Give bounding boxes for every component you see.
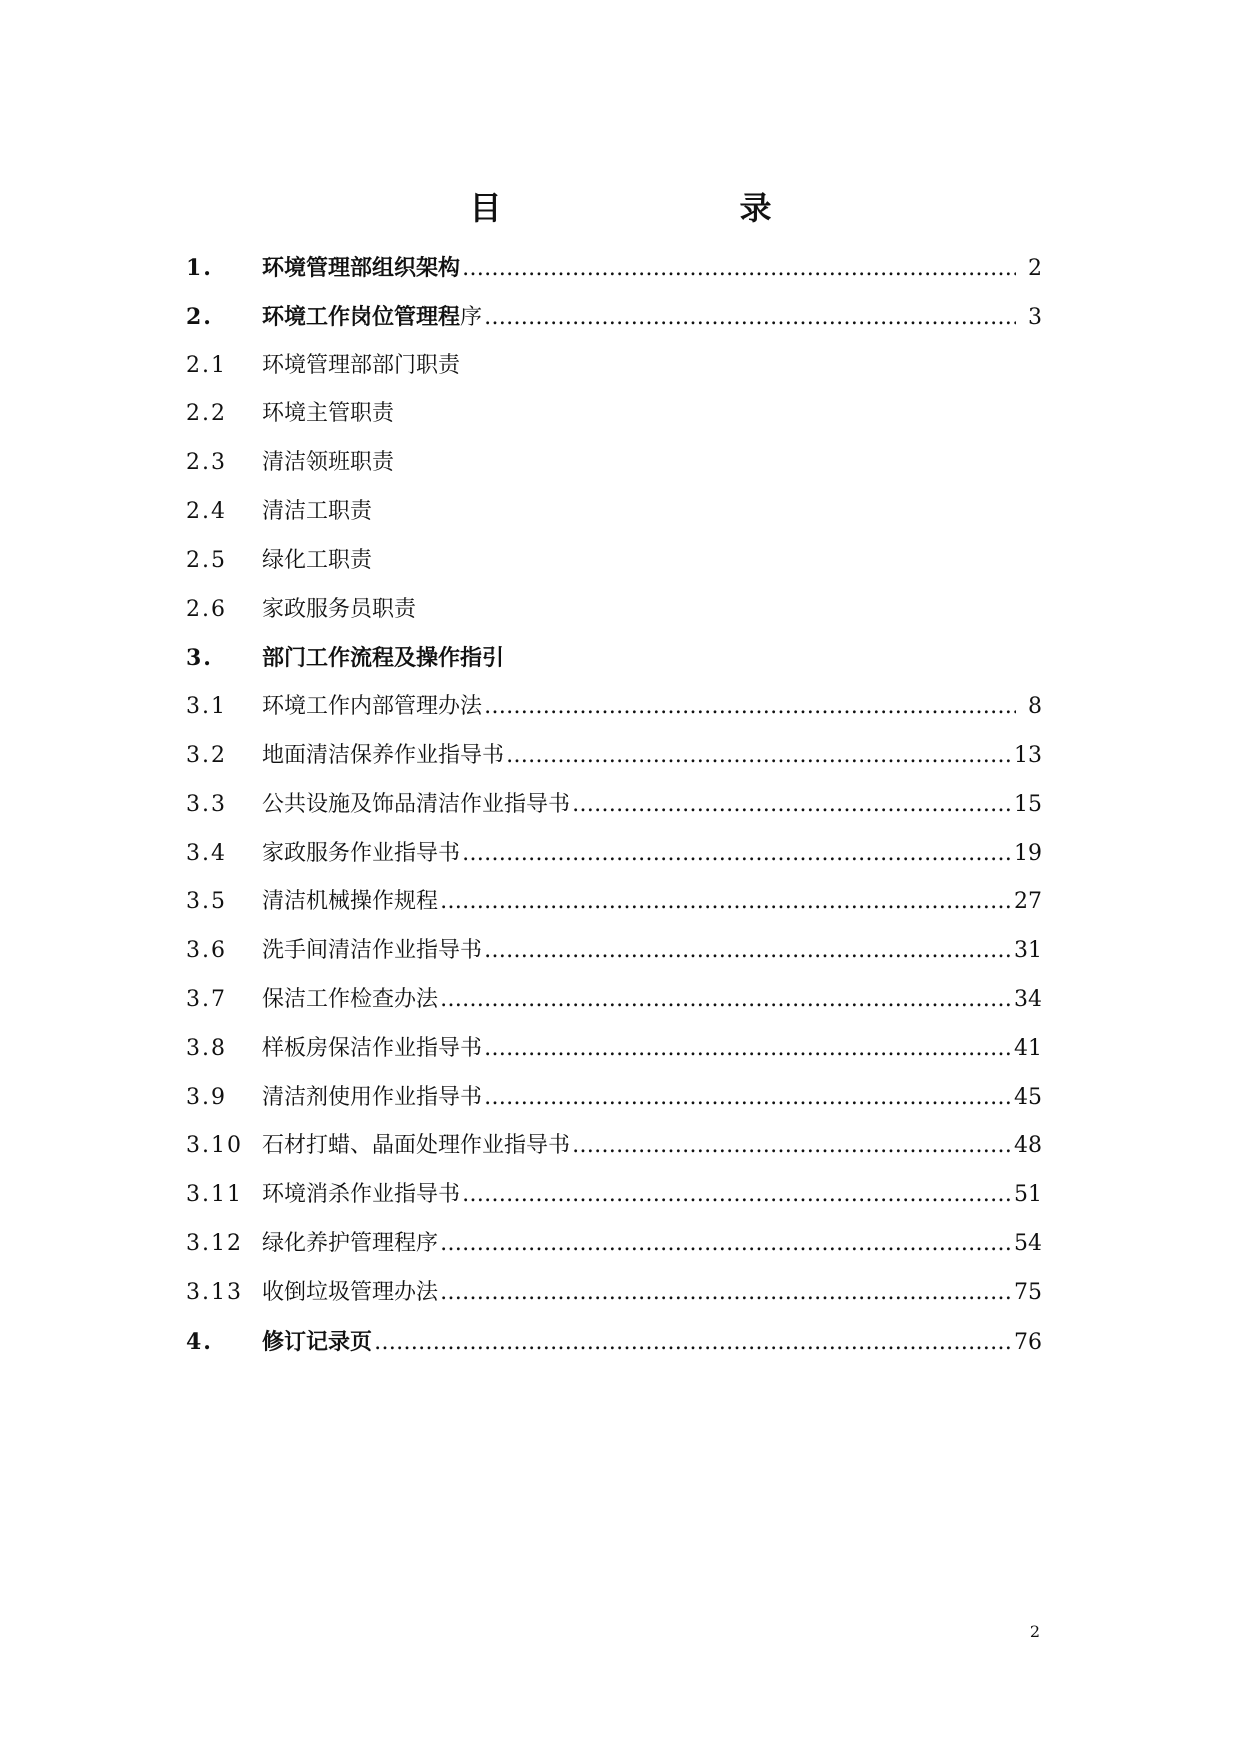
toc-entry-title: 石材打蜡、晶面处理作业指导书: [262, 1133, 571, 1159]
toc-leader-dots: [440, 1275, 1012, 1311]
toc-entry-page-number: 34: [1014, 986, 1042, 1012]
toc-entry-number: 2.4: [186, 498, 227, 524]
toc-entry[interactable]: [186, 396, 1042, 445]
page-number: 2: [1029, 1622, 1041, 1641]
toc-entry-title-tail: 序: [460, 304, 483, 330]
toc-entry-page-number: 15: [1014, 791, 1042, 817]
toc-entry-title: 环境管理部部门职责: [262, 352, 461, 378]
toc-entry-body: [262, 738, 1042, 774]
toc-entry-body: [262, 396, 1042, 432]
toc-entry-number: 2.: [186, 303, 213, 330]
toc-leader-dots: [440, 884, 1012, 920]
toc-entry-body: [262, 982, 1042, 1018]
toc-entry[interactable]: [186, 933, 1042, 982]
toc-entry-number: 2.5: [186, 547, 227, 573]
toc-entry[interactable]: [186, 1177, 1042, 1226]
toc-entry-body: [262, 1128, 1042, 1164]
toc-entry-body: [262, 884, 1042, 920]
toc-leader-dots: [484, 1080, 1012, 1116]
toc-entry-number: 3.6: [186, 938, 227, 964]
toc-entry[interactable]: [186, 592, 1042, 641]
toc-entry-page-number: 76: [1014, 1329, 1042, 1355]
toc-entry-title: 环境工作内部管理办法: [262, 694, 483, 720]
toc-entry[interactable]: [186, 1226, 1042, 1275]
toc-entry[interactable]: [186, 1324, 1042, 1373]
toc-entry[interactable]: [186, 1128, 1042, 1177]
toc-leader-dots: [506, 738, 1012, 774]
toc-entry-number: 3.: [186, 645, 213, 672]
toc-leader-dots: [572, 787, 1012, 823]
toc-entry-page-number: 48: [1014, 1133, 1042, 1159]
toc-entry-title: 地面清洁保养作业指导书: [262, 742, 505, 768]
toc-entry-body: [262, 494, 1042, 530]
toc-entry-number: 1.: [186, 255, 213, 281]
table-of-contents: [186, 250, 1042, 1372]
toc-entry-body: [262, 592, 1042, 628]
toc-leader-dots: [440, 982, 1012, 1018]
toc-entry-number: 3.13: [186, 1279, 243, 1305]
toc-entry-title: 绿化工职责: [262, 547, 373, 573]
toc-entry-title: 修订记录页: [262, 1328, 373, 1355]
toc-entry[interactable]: [186, 543, 1042, 592]
page-title: 目 录: [469, 189, 830, 227]
toc-entry-page-number: 27: [1014, 889, 1042, 915]
toc-entry[interactable]: [186, 884, 1042, 933]
toc-entry-title: 绿化养护管理程序: [262, 1230, 439, 1256]
toc-entry-title: 样板房保洁作业指导书: [262, 1035, 483, 1061]
toc-entry-body: [262, 445, 1042, 481]
toc-entry[interactable]: [186, 299, 1042, 348]
toc-leader-dots: [440, 1226, 1012, 1262]
toc-entry-title: 清洁工职责: [262, 498, 373, 524]
toc-entry-title: 部门工作流程及操作指引: [262, 645, 505, 672]
toc-entry-title: 家政服务员职责: [262, 596, 417, 622]
toc-entry-number: 3.11: [186, 1182, 243, 1208]
toc-entry[interactable]: [186, 1031, 1042, 1080]
toc-entry-number: 3.4: [186, 840, 227, 866]
toc-entry-number: 2.1: [186, 352, 227, 378]
toc-entry-title: 保洁工作检查办法: [262, 986, 439, 1012]
toc-entry-body: [262, 1275, 1042, 1311]
toc-entry-body: [262, 299, 1042, 336]
toc-entry-body: [262, 1226, 1042, 1262]
toc-entry-number: 2.2: [186, 401, 227, 427]
toc-entry-title: 环境消杀作业指导书: [262, 1182, 461, 1208]
toc-entry[interactable]: [186, 689, 1042, 738]
toc-entry[interactable]: [186, 982, 1042, 1031]
toc-entry-number: 3.7: [186, 986, 227, 1012]
toc-entry-number: 3.9: [186, 1084, 227, 1110]
toc-entry-number: 3.5: [186, 889, 227, 915]
toc-entry-page-number: 19: [1014, 840, 1042, 866]
toc-entry-title: 清洁领班职责: [262, 450, 395, 476]
toc-entry-body: [262, 640, 1042, 676]
toc-entry-page-number: 54: [1014, 1230, 1042, 1256]
toc-entry-number: 3.3: [186, 791, 227, 817]
toc-entry[interactable]: [186, 836, 1042, 885]
toc-entry-body: [262, 1324, 1042, 1361]
toc-entry-title: 环境工作岗位管理程: [262, 303, 461, 330]
toc-leader-dots: [462, 1177, 1012, 1213]
toc-entry[interactable]: [186, 640, 1042, 689]
toc-entry-body: [262, 250, 1042, 287]
toc-entry-number: 3.8: [186, 1035, 227, 1061]
toc-entry-number: 2.6: [186, 596, 227, 622]
toc-entry-number: 2.3: [186, 450, 227, 476]
toc-entry-title: 洗手间清洁作业指导书: [262, 938, 483, 964]
toc-entry-page-number: 41: [1014, 1035, 1042, 1061]
toc-entry-body: [262, 689, 1042, 725]
toc-entry-title: 环境主管职责: [262, 401, 395, 427]
toc-entry-page-number: 13: [1014, 742, 1042, 768]
toc-entry[interactable]: [186, 445, 1042, 494]
toc-entry[interactable]: [186, 348, 1042, 397]
toc-entry-body: [262, 1080, 1042, 1116]
toc-entry-page-number: 45: [1014, 1084, 1042, 1110]
toc-entry[interactable]: [186, 738, 1042, 787]
toc-entry[interactable]: [186, 1275, 1042, 1324]
toc-leader-dots: [484, 1031, 1012, 1067]
toc-entry[interactable]: [186, 1080, 1042, 1129]
toc-entry-body: [262, 1177, 1042, 1213]
toc-entry-body: [262, 1031, 1042, 1067]
toc-entry-number: 4.: [186, 1328, 213, 1355]
toc-entry-body: [262, 836, 1042, 872]
toc-entry[interactable]: [186, 787, 1042, 836]
toc-leader-dots: [484, 300, 1016, 336]
toc-entry-title: 收倒垃圾管理办法: [262, 1279, 439, 1305]
toc-entry-title: 清洁剂使用作业指导书: [262, 1084, 483, 1110]
toc-entry-body: [262, 787, 1042, 823]
toc-entry-page-number: 75: [1014, 1279, 1042, 1305]
toc-entry-number: 3.1: [186, 694, 227, 720]
toc-entry-title: 清洁机械操作规程: [262, 889, 439, 915]
toc-entry-page-number: 8: [1028, 694, 1042, 720]
toc-entry-body: [262, 348, 1042, 384]
toc-entry-body: [262, 933, 1042, 969]
toc-leader-dots: [462, 836, 1012, 872]
toc-entry-title: 家政服务作业指导书: [262, 840, 461, 866]
toc-entry-number: 3.10: [186, 1133, 243, 1159]
toc-entry[interactable]: [186, 494, 1042, 543]
toc-leader-dots: [462, 251, 1016, 287]
toc-entry-page-number: 2: [1028, 256, 1042, 281]
toc-entry[interactable]: [186, 250, 1042, 299]
toc-entry-title: 环境管理部组织架构: [262, 255, 461, 281]
toc-leader-dots: [374, 1325, 1012, 1361]
toc-entry-body: [262, 543, 1042, 579]
toc-leader-dots: [572, 1128, 1012, 1164]
toc-leader-dots: [484, 933, 1012, 969]
toc-entry-title: 公共设施及饰品清洁作业指导书: [262, 791, 571, 817]
toc-leader-dots: [484, 689, 1016, 725]
toc-entry-page-number: 3: [1028, 304, 1042, 330]
toc-entry-page-number: 31: [1014, 938, 1042, 964]
toc-entry-number: 3.2: [186, 742, 227, 768]
toc-entry-number: 3.12: [186, 1230, 243, 1256]
toc-entry-page-number: 51: [1014, 1182, 1042, 1208]
